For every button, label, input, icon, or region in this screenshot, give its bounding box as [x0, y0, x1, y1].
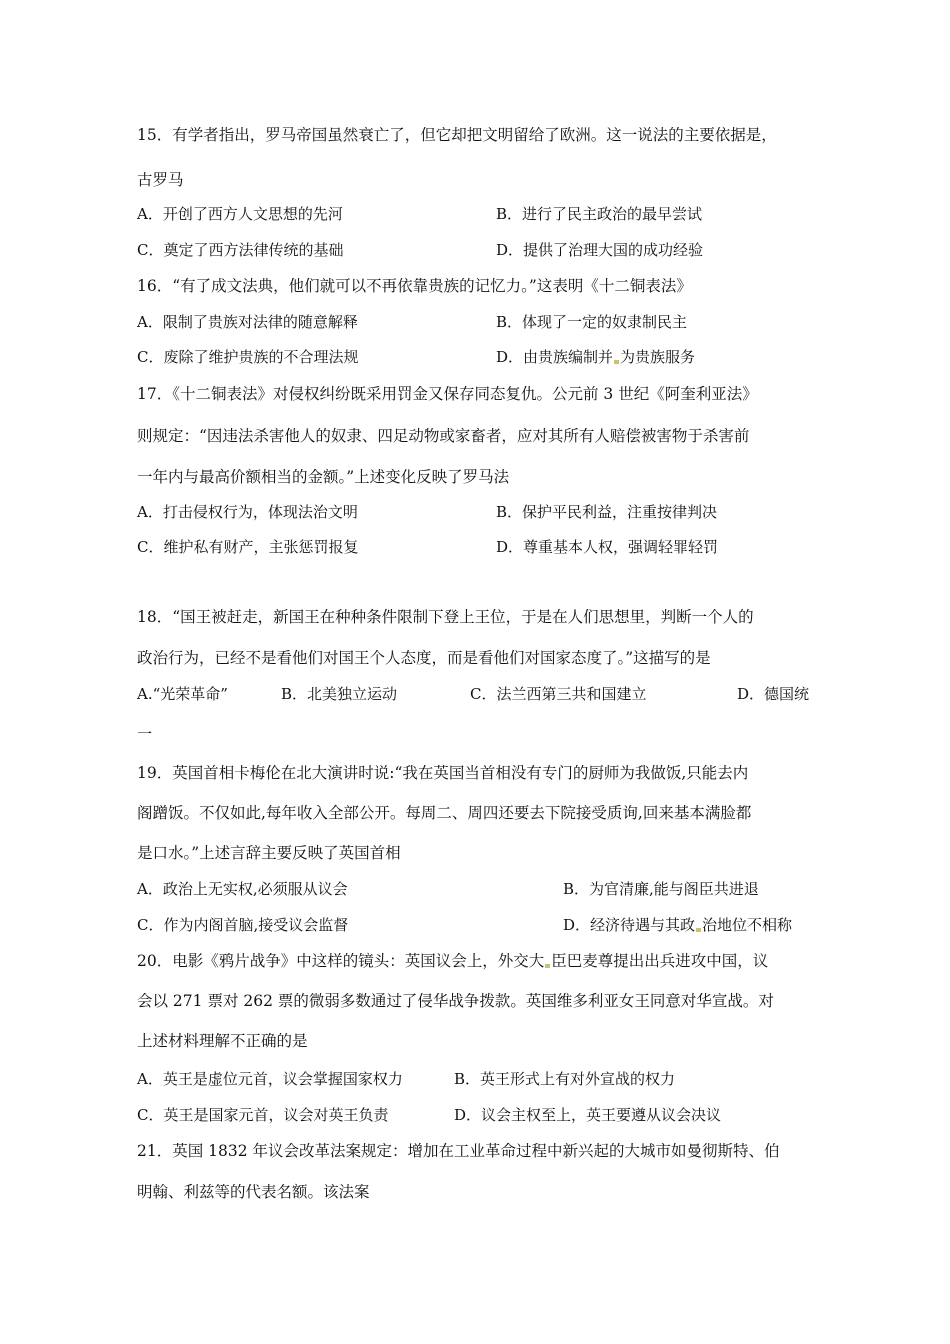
question-15-option-d: D．提供了治理大国的成功经验	[496, 241, 704, 259]
question-15-option-a: A．开创了西方人文思想的先河	[137, 205, 343, 223]
question-18-stem-line-1: 18．“国王被赶走，新国王在种种条件限制下登上王位，于是在人们思想里，判断一个人的	[137, 608, 754, 626]
question-21-stem-line-2: 明翰、利兹等的代表名额。该法案	[137, 1183, 370, 1201]
question-18-option-b: B．北美独立运动	[281, 685, 398, 703]
question-20-option-d: D．议会主权至上，英王要遵从议会决议	[454, 1106, 722, 1124]
question-15-option-b: B．进行了民主政治的最早尝试	[496, 205, 703, 223]
question-19-option-b: B．为官清廉,能与阁臣共进退	[563, 880, 759, 898]
question-16-option-b: B．体现了一定的奴隶制民主	[496, 313, 688, 331]
question-15-stem-line-1: 15．有学者指出，罗马帝国虽然衰亡了，但它却把文明留给了欧洲。这一说法的主要依据是，	[137, 126, 777, 144]
question-18-stem-line-2: 政治行为，已经不是看他们对国王个人态度，而是看他们对国家态度了。”这描写的是	[137, 649, 711, 667]
question-17-stem-line-3: 一年内与最高价额相当的金额。”上述变化反映了罗马法	[137, 468, 510, 486]
question-21-stem-line-1: 21．英国 1832 年议会改革法案规定：增加在工业革命过程中新兴起的大城市如曼彻斯特、伯	[137, 1142, 780, 1160]
question-16-stem-line-1: 16．“有了成文法典，他们就可以不再依靠贵族的记忆力。”这表明《十二铜表法》	[137, 277, 692, 295]
question-15-option-c: C．奠定了西方法律传统的基础	[137, 241, 344, 259]
highlight-mark	[696, 928, 701, 932]
question-15-stem-line-2: 古罗马	[137, 171, 184, 189]
question-17-stem-line-1: 17．《十二铜表法》对侵权纠纷既采用罚金又保存同态复仇。公元前 3 世纪《阿奎利亚法》	[137, 385, 758, 403]
question-20-stem-text-1: 20．电影《鸦片战争》中这样的镜头：英国议会上，外交大	[137, 952, 545, 970]
question-20-stem-text-2: 臣巴麦尊提出出兵进攻中国，议	[551, 952, 769, 970]
question-17-option-c: C．维护私有财产，主张惩罚报复	[137, 538, 359, 556]
question-16-option-d-text-1: D．由贵族编制并	[496, 348, 614, 366]
question-19-option-d-text-1: D．经济待遇与其政	[563, 916, 696, 934]
question-19-stem-line-3: 是口水。”上述言辞主要反映了英国首相	[137, 844, 401, 862]
question-18-option-d: D．德国统	[737, 685, 810, 703]
question-20-stem-line-1	[137, 951, 768, 971]
highlight-mark	[614, 360, 619, 364]
question-20-stem-line-3: 上述材料理解不正确的是	[137, 1032, 308, 1050]
highlight-mark	[545, 964, 550, 968]
question-17-stem-line-2: 则规定：“因违法杀害他人的奴隶、四足动物或家畜者，应对其所有人赔偿被害物于杀害前	[137, 427, 750, 445]
question-16-option-d	[496, 347, 695, 367]
question-18-option-d-wrap: 一	[137, 725, 153, 743]
question-19-option-d-text-2: 治地位不相称	[702, 916, 793, 934]
question-18-option-a: A.“光荣革命”	[137, 685, 228, 703]
question-19-option-c: C．作为内阁首脑,接受议会监督	[137, 916, 349, 934]
question-16-option-d-text-2: 为贵族服务	[620, 348, 696, 366]
question-20-option-b: B．英王形式上有对外宣战的权力	[454, 1070, 676, 1088]
question-19-stem-line-1: 19．英国首相卡梅伦在北大演讲时说:“我在英国当首相没有专门的厨师为我做饭,只能去内	[137, 764, 749, 782]
question-20-option-a: A．英王是虚位元首，议会掌握国家权力	[137, 1070, 403, 1088]
question-16-option-a: A．限制了贵族对法律的随意解释	[137, 313, 358, 331]
question-18-option-c: C．法兰西第三共和国建立	[470, 685, 647, 703]
question-16-option-c: C．废除了维护贵族的不合理法规	[137, 348, 359, 366]
question-17-option-a: A．打击侵权行为，体现法治文明	[137, 503, 358, 521]
question-20-option-c: C．英王是国家元首，议会对英王负责	[137, 1106, 389, 1124]
question-19-stem-line-2: 阁蹭饭。不仅如此,每年收入全部公开。每周二、周四还要去下院接受质询,回来基本满脸都	[137, 804, 752, 822]
question-19-option-d	[563, 915, 792, 935]
question-20-stem-line-2: 会以 271 票对 262 票的微弱多数通过了侵华战争拨款。英国维多利亚女王同意对华宣战。对	[137, 992, 774, 1010]
question-17-option-d: D．尊重基本人权，强调轻罪轻罚	[496, 538, 719, 556]
question-17-option-b: B．保护平民利益，注重按律判决	[496, 503, 718, 521]
question-19-option-a: A．政治上无实权,必须服从议会	[137, 880, 348, 898]
